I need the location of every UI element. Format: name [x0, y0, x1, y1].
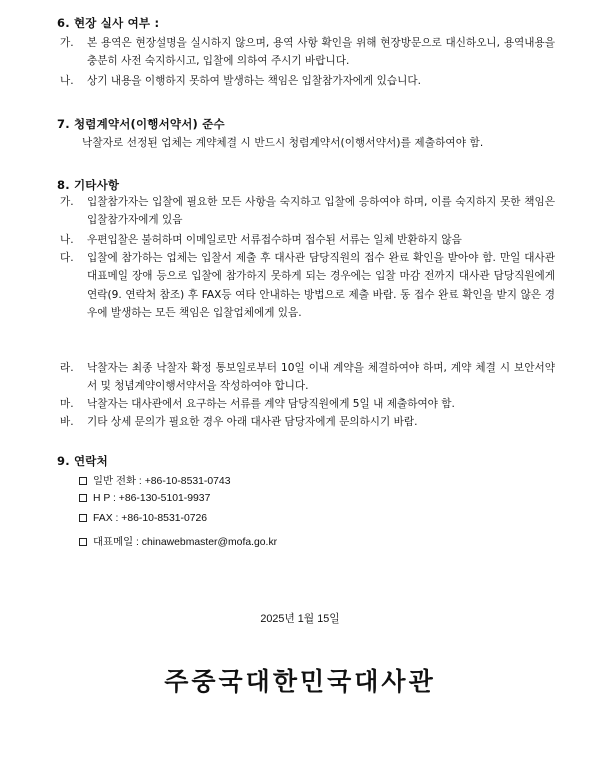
item-text: 입찰에 참가하는 업체는 입찰서 제출 후 대사관 담당직원의 접수 완료 확인을 받아야 함. 만일 대사관 대표메일 장애 등으로 입찰에 참가하지 못하게 되는 경우에는 입찰 마감 전까지 대사관 담당직원에게 연락(9. 연락처 참조) 후 FAX등 여타 안내하는 방법으로 제출 바람. 동 접수 완료 확인을 받지 않은 경우에 발생하는 모든 책임은 입찰업체에게 있음.	[87, 252, 555, 320]
item-text: 상기 내용을 이행하지 못하여 발생하는 책임은 입찰참가자에게 있습니다.	[87, 75, 421, 87]
section-7-title: 7. 청렴계약서(이행서약서) 준수	[57, 117, 225, 131]
item-mark: 가.	[60, 37, 74, 49]
section-7-body: 낙찰자로 선정된 업체는 계약체결 시 반드시 청렴계약서(이행서약서)를 제출하여야 함.	[82, 137, 484, 149]
item-mark: 나.	[60, 75, 74, 87]
section-8-item-e	[60, 395, 555, 413]
section-8-item-a	[60, 193, 555, 230]
item-mark: 가.	[60, 196, 74, 208]
contact-phone-text: 일반 전화 : +86-10-8531-0743	[93, 476, 231, 487]
section-8-item-b	[60, 231, 555, 249]
section-8-item-c	[60, 249, 555, 323]
checkbox-icon	[79, 477, 87, 485]
item-text: 본 용역은 현장설명을 실시하지 않으며, 용역 사항 확인을 위해 현장방문으로 대신하오니, 용역내용을 충분히 사전 숙지하시고, 입찰에 의하여 주시기 바랍니다.	[87, 37, 555, 68]
section-8-item-f	[60, 413, 555, 431]
contact-mobile	[79, 493, 210, 504]
item-mark: 마.	[60, 398, 74, 410]
section-6-title: 6. 현장 실사 여부 :	[57, 16, 160, 30]
checkbox-icon	[79, 538, 87, 546]
item-text: 낙찰자는 대사관에서 요구하는 서류를 계약 담당직원에게 5일 내 제출하여야 함.	[87, 398, 455, 410]
contact-email-text: 대표메일 : chinawebmaster@mofa.go.kr	[93, 537, 278, 548]
item-mark: 다.	[60, 252, 74, 264]
document-date: 2025년 1월 15일	[260, 613, 340, 625]
item-text: 우편입찰은 불허하며 이메일로만 서류접수하며 접수된 서류는 일체 반환하지 않음	[87, 234, 462, 246]
item-mark: 라.	[60, 362, 74, 374]
contact-fax	[79, 513, 207, 524]
section-6-item-a	[60, 34, 555, 71]
item-mark: 나.	[60, 234, 74, 246]
checkbox-icon	[79, 494, 87, 502]
contact-email	[79, 533, 277, 548]
section-8-title: 8. 기타사항	[57, 178, 120, 192]
item-text: 기타 상세 문의가 필요한 경우 아래 대사관 담당자에게 문의하시기 바람.	[87, 416, 418, 428]
embassy-signature: 주중국대한민국대사관	[164, 667, 436, 696]
contact-mobile-text: H P : +86-130-5101-9937	[93, 493, 211, 504]
contact-phone	[79, 472, 231, 487]
section-9-title: 9. 연락처	[57, 454, 108, 468]
item-mark: 바.	[60, 416, 74, 428]
section-6-item-b	[60, 72, 555, 90]
checkbox-icon	[79, 514, 87, 522]
item-text: 낙찰자는 최종 낙찰자 확정 통보일로부터 10일 이내 계약을 체결하여야 하며, 계약 체결 시 보안서약서 및 청념계약이행서약서을 작성하여야 합니다.	[87, 362, 555, 393]
item-text: 입찰참가자는 입찰에 필요한 모든 사항을 숙지하고 입찰에 응하여야 하며, 이를 숙지하지 못한 책임은 입찰참가자에게 있음	[87, 196, 555, 227]
contact-fax-text: FAX : +86-10-8531-0726	[93, 513, 208, 524]
section-8-item-d	[60, 359, 555, 396]
